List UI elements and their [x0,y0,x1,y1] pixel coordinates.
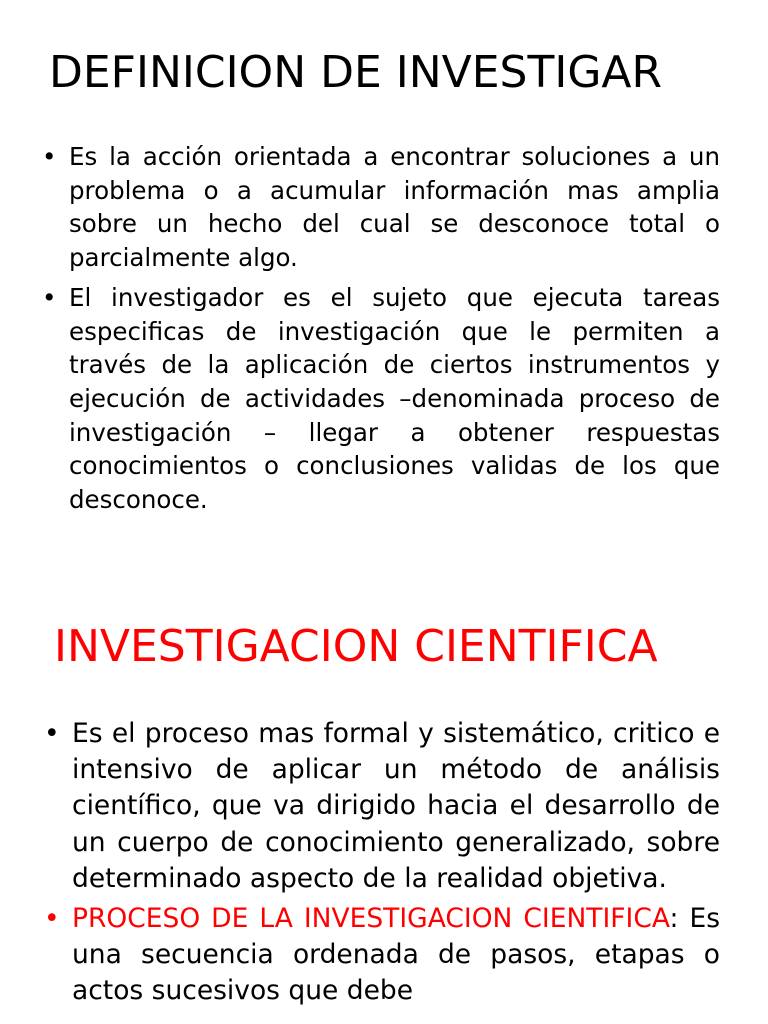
bullet-item [44,901,721,1010]
slide-title-definicion: DEFINICION DE INVESTIGAR [49,47,663,98]
bullet-dot: • [42,142,57,171]
bullet-item [42,281,720,517]
highlighted-term: PROCESO DE LA INVESTIGACION CIENTIFICA [72,903,670,935]
bullet-text: : Es una secuencia ordenada de pasos, etapas o actos sucesivos que debe [72,903,721,1007]
bullet-list-investigacion-cientifica [44,716,721,1014]
bullet-text: Es la acción orientada a encontrar soluciones a un problema o a acumular información mas amplia sobre un hecho del cual se desconoce total o parcialmente algo. [69,142,720,273]
bullet-item [42,140,720,275]
bullet-text: El investigador es el sujeto que ejecuta tareas especificas de investigación que le permiten a través de la aplicación de ciertos instrumentos y ejecución de actividades –denominada proceso de investigación – llegar a obtener respuestas conocimientos o conclusiones validas de los que desconoce. [69,282,720,515]
bullet-list-definicion [42,140,720,523]
slide-title-investigacion-cientifica: INVESTIGACION CIENTIFICA [54,621,658,672]
bullet-dot: • [44,718,60,749]
bullet-dot-highlight: • [44,903,60,935]
bullet-text: Es el proceso mas formal y sistemático, critico e intensivo de aplicar un método de análisis científico, que va dirigido hacia el desarrollo de un cuerpo de conocimiento generalizado, sobre determinado aspecto de la realidad objetiva. [72,718,720,894]
bullet-item [44,716,720,897]
bullet-dot: • [42,282,57,312]
